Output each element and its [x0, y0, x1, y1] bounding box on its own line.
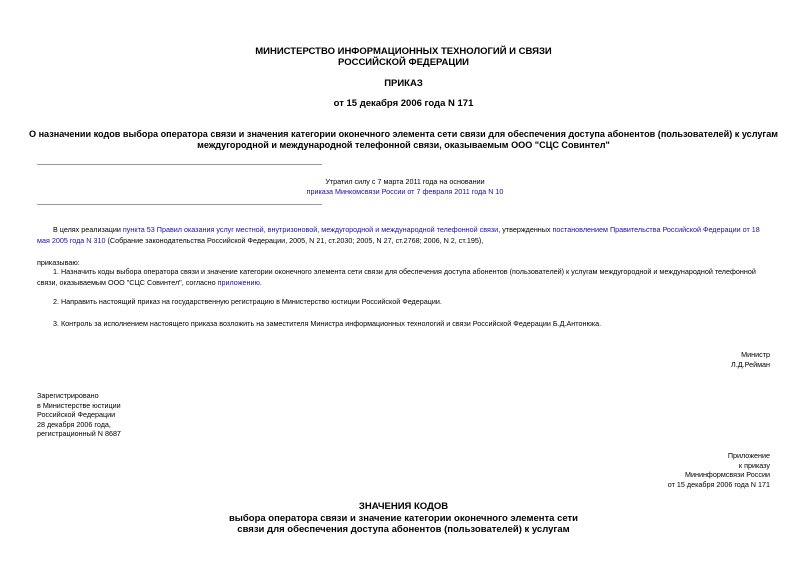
appendix-link[interactable]: приложению [217, 278, 260, 287]
status-line: Утратил силу с 7 марта 2011 года на основании [325, 177, 485, 186]
document-title-line2: междугородной и международной телефонной связи, оказываемым ООО "СЦС Совинтел" [197, 140, 610, 150]
item1-text-b: . [259, 278, 262, 287]
item1-text-a: связи, оказываемым ООО "СЦС Совинтел", согласно [37, 278, 218, 287]
status-repeal-link[interactable]: приказа Минкомсвязи России от 7 февраля 2011 года N 10 [306, 187, 504, 196]
resolution-link-part1[interactable]: постановлением Правительства Российской Федерации от 18 [552, 225, 760, 234]
signature-name: Л.Д.Рейман [731, 360, 770, 369]
document-type: ПРИКАЗ [384, 78, 423, 89]
order-item-3: 3. Контроль за исполнением настоящего приказа возложить на заместителя Министра информационных технологий и связи Российской Федерации Б.Д.Антонюка. [53, 319, 602, 328]
registration-line2: в Министерстве юстиции [37, 400, 121, 410]
resolution-link-part2[interactable]: мая 2005 года N 310 [37, 236, 106, 245]
signature-position: Министр [741, 350, 770, 359]
ministry-name-line2: РОССИЙСКОЙ ФЕДЕРАЦИИ [337, 57, 469, 68]
registration-line1: Зарегистрировано [37, 391, 99, 400]
registration-block [37, 391, 121, 439]
intro-line1 [37, 224, 773, 235]
intro-text-b: , утвержденных [498, 225, 553, 234]
divider-top [37, 164, 322, 165]
ministry-name-line1: МИНИСТЕРСТВО ИНФОРМАЦИОННЫХ ТЕХНОЛОГИЙ И СВЯЗИ [255, 46, 552, 57]
registration-line4: 28 декабря 2006 года, [37, 419, 111, 429]
divider-bottom [37, 204, 322, 205]
appendix-reference [560, 451, 770, 489]
intro-paragraph [37, 224, 773, 246]
appendix-title: ЗНАЧЕНИЯ КОДОВ [358, 501, 449, 512]
appendix-subtitle-line2: связи для обеспечения доступа абонентов (пользователей) к услугам [237, 524, 570, 535]
intro-line2 [37, 235, 773, 246]
document-title-line1: О назначении кодов выбора оператора связи и значения категории оконечного элемента сети связи для обеспечения доступа абонентов (пользователей) к услугам [28, 129, 779, 139]
rules-link[interactable]: пункта 53 Правил оказания услуг местной, внутризоновой, междугородной и международной телефонной связи [122, 225, 499, 234]
appendix-line4: от 15 декабря 2006 года N 171 [667, 479, 770, 489]
appendix-line1: Приложение [727, 451, 770, 460]
intro-text-a: В целях реализации [53, 225, 123, 234]
order-item-1 [37, 266, 773, 288]
appendix-line2: к приказу [738, 460, 770, 470]
item1-line1: 1. Назначить коды выбора оператора связи и значение категории оконечного элемента сети связи для обеспечения доступа абонентов (пользователей) к услугам междугородной и международной телефонной [53, 267, 756, 276]
item1-line2 [37, 277, 773, 288]
appendix-line3: Мининформсвязи России [684, 470, 770, 479]
registration-line3: Российской Федерации [37, 410, 116, 419]
intro-text-c: (Собрание законодательства Российской Федерации, 2005, N 21, ст.2030; 2005, N 27, ст.2768; 2006, N 2, ст.195), [105, 236, 484, 245]
document-date: от 15 декабря 2006 года N 171 [333, 98, 474, 109]
order-word: приказываю: [37, 258, 80, 267]
appendix-subtitle-line1: выбора оператора связи и значение категории оконечного элемента сети [228, 513, 579, 524]
order-item-2: 2. Направить настоящий приказ на государственную регистрацию в Министерство юстиции Российской Федерации. [53, 297, 442, 306]
registration-line5: регистрационный N 8687 [37, 429, 121, 438]
